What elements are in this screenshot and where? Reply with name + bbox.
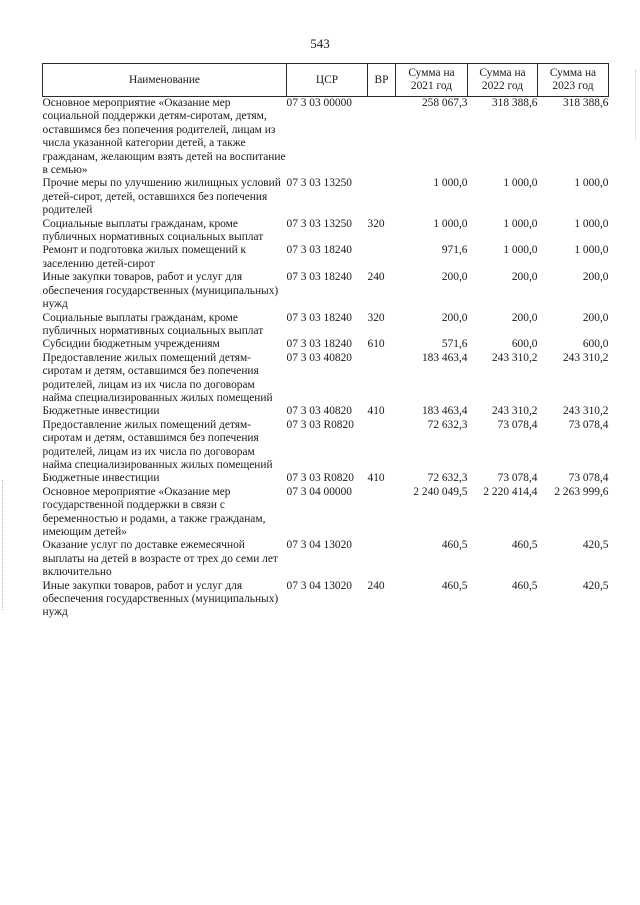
row-sum-2021: 2 240 049,5	[413, 485, 468, 498]
row-csr: 07 3 03 13250	[286, 217, 352, 230]
row-name: Иные закупки товаров, работ и услуг для обеспечения государственных (муниципальных) нужд	[42, 579, 279, 619]
row-sum-2022: 1 000,0	[503, 177, 538, 190]
row-sum-2021: 200,0	[441, 271, 468, 284]
row-vr	[368, 539, 396, 579]
row-sum-2022: 243 310,2	[491, 351, 538, 364]
table-row	[43, 338, 609, 351]
header-sum-2022: Сумма на 2022 год	[468, 64, 538, 97]
row-vr: 410	[367, 472, 385, 485]
row-sum-2022: 460,5	[511, 539, 538, 552]
row-sum-2021: 200,0	[441, 311, 468, 324]
table-row	[43, 312, 609, 339]
row-vr	[368, 419, 396, 473]
row-sum-2022: 243 310,2	[491, 405, 538, 418]
row-name: Иные закупки товаров, работ и услуг для обеспечения государственных (муниципальных) нужд	[42, 271, 279, 311]
row-vr: 240	[367, 579, 385, 592]
row-sum-2023: 1 000,0	[574, 217, 609, 230]
row-name: Субсидии бюджетным учреждениям	[42, 338, 220, 351]
row-sum-2023: 243 310,2	[562, 405, 609, 418]
row-csr: 07 3 03 13250	[286, 177, 352, 190]
row-sum-2023: 420,5	[582, 579, 609, 592]
row-sum-2021: 571,6	[441, 338, 468, 351]
row-csr: 07 3 03 00000	[286, 97, 352, 109]
row-sum-2021: 1 000,0	[433, 177, 468, 190]
row-vr	[368, 244, 396, 271]
table-row	[43, 486, 609, 540]
row-sum-2021: 460,5	[441, 539, 468, 552]
budget-table	[42, 63, 609, 620]
row-sum-2022: 460,5	[511, 579, 538, 592]
header-csr: ЦСР	[287, 64, 368, 97]
row-csr: 07 3 03 40820	[286, 351, 352, 364]
row-sum-2022: 1 000,0	[503, 244, 538, 257]
table-row	[43, 580, 609, 620]
row-name: Социальные выплаты гражданам, кроме публичных нормативных социальных выплат	[42, 217, 264, 244]
row-name: Основное мероприятие «Оказание мер социальной поддержки детям-сиротам, детям, оставшимся без попечения родителей, лицам из числа указанной категории детей, а также гражданам, желающим взять детей на воспитание в семью»	[42, 97, 286, 177]
row-vr: 240	[367, 271, 385, 284]
row-name: Основное мероприятие «Оказание мер государственной поддержки в связи с беременностью и родами, а также гражданам, имеющим детей»	[42, 485, 266, 538]
row-sum-2021: 72 632,3	[427, 418, 468, 431]
row-sum-2022: 318 388,6	[491, 97, 538, 109]
row-sum-2023: 318 388,6	[562, 97, 609, 109]
header-name: Наименование	[43, 64, 287, 97]
row-vr: 320	[367, 311, 385, 324]
row-csr: 07 3 04 13020	[286, 539, 352, 552]
header-sum-2023: Сумма на 2023 год	[538, 64, 609, 97]
page-number: 543	[310, 36, 330, 51]
header-sum-2021: Сумма на 2021 год	[396, 64, 468, 97]
row-sum-2021: 1 000,0	[433, 217, 468, 230]
table-header-row	[43, 64, 609, 97]
row-sum-2021: 183 463,4	[421, 405, 468, 418]
row-vr	[368, 352, 396, 406]
table-row	[43, 97, 609, 178]
table-row	[43, 352, 609, 406]
row-name: Бюджетные инвестиции	[42, 405, 160, 418]
row-sum-2022: 1 000,0	[503, 217, 538, 230]
header-vr: ВР	[368, 64, 396, 97]
table-row	[43, 405, 609, 418]
row-sum-2022: 600,0	[511, 338, 538, 351]
row-sum-2023: 200,0	[582, 311, 609, 324]
row-csr: 07 3 03 18240	[286, 244, 352, 257]
row-sum-2023: 1 000,0	[574, 177, 609, 190]
row-csr: 07 3 03 R0820	[286, 418, 354, 431]
table-row	[43, 271, 609, 311]
row-sum-2021: 72 632,3	[427, 472, 468, 485]
table-row	[43, 539, 609, 579]
row-sum-2023: 73 078,4	[568, 418, 609, 431]
row-vr: 410	[367, 405, 385, 418]
row-name: Прочие меры по улучшению жилищных условий детей-сирот, детей, оставшихся без попечения родителей	[42, 177, 281, 217]
row-name: Ремонт и подготовка жилых помещений к заселению детей-сирот	[42, 244, 247, 270]
row-vr	[368, 177, 396, 217]
table-row	[43, 218, 609, 245]
row-name: Социальные выплаты гражданам, кроме публичных нормативных социальных выплат	[42, 311, 264, 337]
row-csr: 07 3 04 13020	[286, 579, 352, 592]
table-body	[43, 97, 609, 620]
row-sum-2023: 73 078,4	[568, 472, 609, 485]
table-row	[43, 177, 609, 217]
row-sum-2022: 2 220 414,4	[483, 485, 538, 498]
row-csr: 07 3 03 18240	[286, 271, 352, 284]
table-row	[43, 472, 609, 485]
margin-scan-mark	[2, 480, 5, 610]
row-sum-2023: 1 000,0	[574, 244, 609, 257]
row-sum-2022: 200,0	[511, 311, 538, 324]
row-sum-2021: 971,6	[441, 244, 468, 257]
row-vr: 610	[367, 338, 385, 351]
row-name: Предоставление жилых помещений детям-сиротам и детям, оставшимся без попечения родителей, лицам из их числа по договорам найма специализированных жилых помещений	[42, 418, 273, 471]
row-csr: 07 3 04 00000	[286, 485, 352, 498]
row-csr: 07 3 03 18240	[286, 338, 352, 351]
row-sum-2022: 73 078,4	[497, 472, 538, 485]
row-vr: 320	[367, 217, 385, 230]
row-name: Предоставление жилых помещений детям-сиротам и детям, оставшимся без попечения родителей, лицам из их числа по договорам найма специализированных жилых помещений	[42, 351, 273, 404]
table-row	[43, 244, 609, 271]
row-sum-2023: 200,0	[582, 271, 609, 284]
row-sum-2022: 73 078,4	[497, 418, 538, 431]
table-row	[43, 419, 609, 473]
row-csr: 07 3 03 18240	[286, 311, 352, 324]
row-sum-2021: 258 067,3	[421, 97, 468, 109]
row-name: Оказание услуг по доставке ежемесячной выплаты на детей в возрасте от трех до семи лет включительно	[42, 539, 278, 579]
margin-scan-mark-right	[635, 70, 638, 140]
row-sum-2022: 200,0	[511, 271, 538, 284]
row-vr	[368, 97, 396, 178]
row-vr	[368, 486, 396, 540]
row-csr: 07 3 03 40820	[286, 405, 352, 418]
row-csr: 07 3 03 R0820	[286, 472, 354, 485]
row-sum-2021: 460,5	[441, 579, 468, 592]
row-sum-2023: 243 310,2	[562, 351, 609, 364]
row-sum-2021: 183 463,4	[421, 351, 468, 364]
row-sum-2023: 420,5	[582, 539, 609, 552]
row-name: Бюджетные инвестиции	[42, 472, 160, 485]
row-sum-2023: 600,0	[582, 338, 609, 351]
row-sum-2023: 2 263 999,6	[554, 485, 609, 498]
